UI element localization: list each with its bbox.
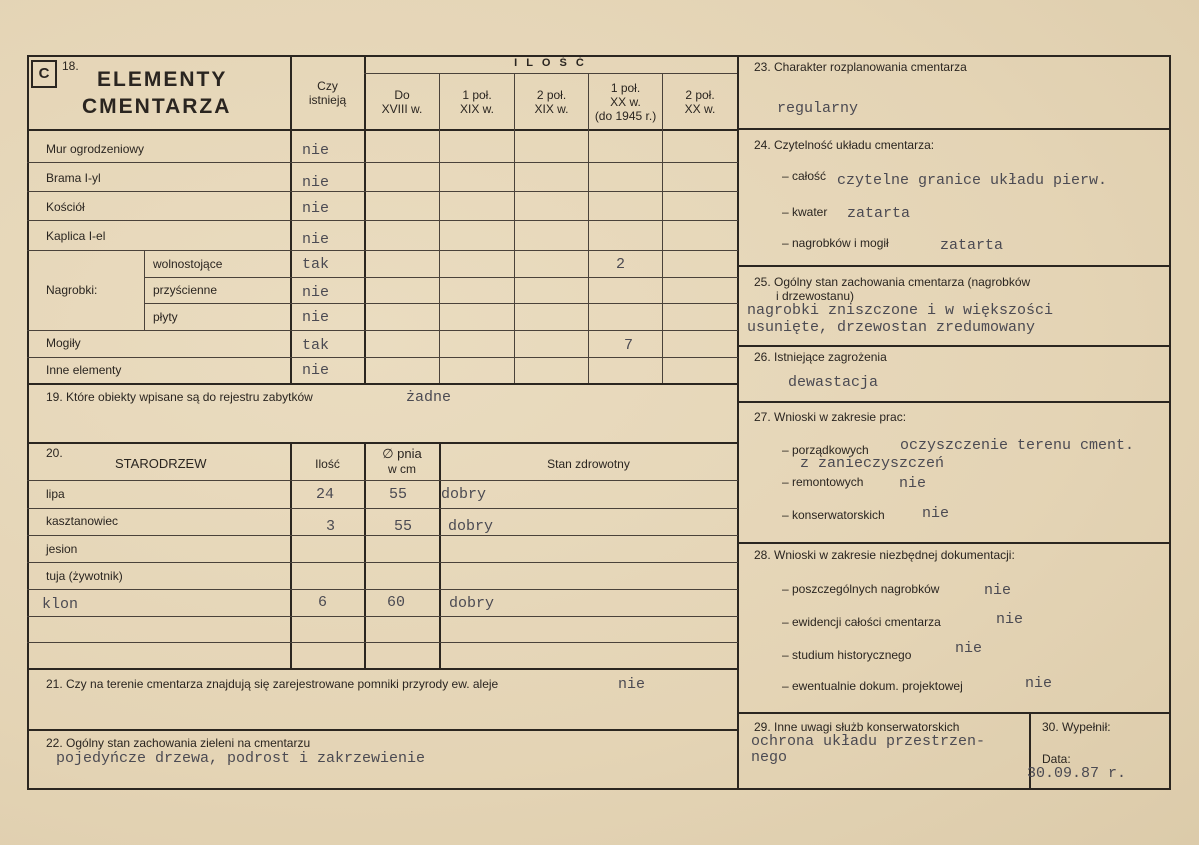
section-23-label: 23. Charakter rozplanowania cmentarza xyxy=(754,60,967,74)
section-28-a-label: – poszczególnych nagrobków xyxy=(782,582,940,596)
col-do18-line1: Do xyxy=(394,88,410,102)
row-line xyxy=(144,277,738,278)
col-2pol19-line1: 2 poł. xyxy=(536,88,567,102)
section-29-value-line1: ochrona układu przestrzen- xyxy=(751,733,986,750)
section-line xyxy=(27,442,738,444)
section-27-kons-value: nie xyxy=(922,505,950,522)
section-27-porz-value-line1: oczyszczenie terenu cment. xyxy=(900,437,1135,454)
col-pnia-line2: w cm xyxy=(388,462,416,476)
row-label-brama: Brama I-yl xyxy=(46,171,101,185)
tree-ilosc-kasztanowiec: 3 xyxy=(326,518,336,535)
row-value-kaplica: nie xyxy=(302,231,330,248)
quantity-wolnostojace: 2 xyxy=(616,256,626,273)
row-line xyxy=(27,162,738,163)
section-20-title: STARODRZEW xyxy=(115,456,207,471)
section-26-label: 26. Istniejące zagrożenia xyxy=(754,350,887,364)
frame-line xyxy=(1169,55,1171,790)
section-18-title-line2: CMENTARZA xyxy=(82,95,232,118)
col-stan: Stan zdrowotny xyxy=(547,457,630,471)
header-bottom-line xyxy=(27,129,738,131)
section-28-label: 28. Wnioski w zakresie niezbędnej dokumentacji: xyxy=(754,548,1015,562)
section-23-value: regularny xyxy=(777,100,859,117)
row-line xyxy=(27,250,738,251)
row-line xyxy=(27,642,738,643)
section-line xyxy=(738,128,1171,130)
section-line xyxy=(738,712,1171,714)
row-label-mur: Mur ogrodzeniowy xyxy=(46,142,145,156)
row-label-przyscienne: przyścienne xyxy=(153,283,218,297)
section-22-value: pojedyńcze drzewa, podrost i zakrzewienie xyxy=(56,750,426,767)
section-line xyxy=(738,345,1171,347)
row-value-wolnostojace: tak xyxy=(302,256,330,273)
tree-ilosc-klon: 6 xyxy=(318,594,328,611)
section-21-label: 21. Czy na terenie cmentarza znajdują się zarejestrowane pomniki przyrody ew. aleje xyxy=(46,677,499,691)
column-line xyxy=(439,73,440,384)
row-label-mogily: Mogiły xyxy=(46,336,81,350)
section-18-number: 18. xyxy=(62,59,79,73)
col-1pol20-line3: (do 1945 r.) xyxy=(594,109,657,123)
row-value-brama: nie xyxy=(302,174,330,191)
col-2pol20-line1: 2 poł. xyxy=(685,88,715,102)
ilosc-header: I L O Ś Ć xyxy=(514,57,587,69)
section-28-b-label: – ewidencji całości cmentarza xyxy=(782,615,941,629)
row-line xyxy=(27,220,738,221)
ilosc-line xyxy=(364,73,737,74)
section-28-a-value: nie xyxy=(984,582,1012,599)
section-21-value: nie xyxy=(618,676,646,693)
section-27-porz-value-line2: z zanieczyszczeń xyxy=(800,455,945,472)
section-24-kwater-value: zatarta xyxy=(847,205,911,222)
section-28-c-label: – studium historycznego xyxy=(782,648,912,662)
col-czy-line2: istnieją xyxy=(308,93,347,107)
row-line xyxy=(27,330,738,331)
col-ilosc: Ilość xyxy=(315,457,340,471)
section-18-title-line1: ELEMENTY xyxy=(97,68,228,91)
section-24-label: 24. Czytelność układu cmentarza: xyxy=(754,138,935,152)
row-label-kaplica: Kaplica I-el xyxy=(46,229,106,243)
section-25-label-line2: i drzewostanu) xyxy=(776,289,855,303)
section-27-label: 27. Wnioski w zakresie prac: xyxy=(754,410,907,424)
col-pnia-line1: ∅ pnia xyxy=(382,446,422,461)
nagrobki-divider xyxy=(144,250,145,330)
col-do18-line2: XVIII w. xyxy=(381,102,423,116)
column-line xyxy=(514,73,515,384)
tree-ilosc-lipa: 24 xyxy=(316,486,335,503)
section-28-d-label: – ewentualnie dokum. projektowej xyxy=(782,679,963,693)
section-line xyxy=(738,542,1171,544)
section-30-data-label: Data: xyxy=(1042,752,1071,766)
column-line xyxy=(662,73,663,384)
nagrobki-label: Nagrobki: xyxy=(46,283,98,297)
section-24-nagrobkow-value: zatarta xyxy=(940,237,1004,254)
tree-stan-kasztanowiec: dobry xyxy=(448,518,494,535)
row-value-mogily: tak xyxy=(302,337,330,354)
col-1pol19-line2: XIX w. xyxy=(459,102,494,116)
row-line xyxy=(27,589,738,590)
column-line xyxy=(290,442,292,668)
row-value-przyscienne: nie xyxy=(302,284,330,301)
row-line xyxy=(27,508,738,509)
row-line xyxy=(27,616,738,617)
section-24-calosc-label: – całość xyxy=(782,169,827,183)
section-24-nagrobkow-label: – nagrobków i mogił xyxy=(782,236,889,250)
row-line xyxy=(27,562,738,563)
frame-line xyxy=(27,55,29,790)
tree-name-lipa: lipa xyxy=(46,487,65,501)
section-30-label: 30. Wypełnił: xyxy=(1042,720,1111,734)
section-19-value: żadne xyxy=(406,389,452,406)
tree-pnia-klon: 60 xyxy=(387,594,406,611)
row-label-wolnostojace: wolnostojące xyxy=(153,257,223,271)
row-label-plyty: płyty xyxy=(153,310,178,324)
section-line xyxy=(738,401,1171,403)
row-line xyxy=(27,480,738,481)
section-27-rem-label: – remontowych xyxy=(782,475,864,489)
col-2pol19-line2: XIX w. xyxy=(534,102,569,116)
tree-stan-klon: dobry xyxy=(449,595,495,612)
section-line xyxy=(27,668,738,670)
col-czy-line1: Czy xyxy=(317,79,338,93)
section-27-rem-value: nie xyxy=(899,475,927,492)
section-29-label: 29. Inne uwagi służb konserwatorskich xyxy=(754,720,960,734)
tree-pnia-lipa: 55 xyxy=(389,486,408,503)
col-1pol20-line2: XX w. xyxy=(610,95,641,109)
row-value-plyty: nie xyxy=(302,309,330,326)
row-line xyxy=(144,303,738,304)
tree-name-tuja: tuja (żywotnik) xyxy=(46,569,123,583)
tree-pnia-kasztanowiec: 55 xyxy=(394,518,413,535)
section-24-calosc-value: czytelne granice układu pierw. xyxy=(837,172,1108,189)
row-value-inne: nie xyxy=(302,362,330,379)
row-label-inne: Inne elementy xyxy=(46,363,122,377)
section-24-kwater-label: – kwater xyxy=(782,205,828,219)
section-line xyxy=(27,729,738,731)
box-letter: C xyxy=(31,60,57,88)
frame-line xyxy=(738,55,1171,57)
row-line xyxy=(27,535,738,536)
section-line xyxy=(27,383,738,385)
row-value-kosciol: nie xyxy=(302,200,330,217)
section-26-value: dewastacja xyxy=(788,374,879,391)
tree-name-jesion: jesion xyxy=(46,542,78,556)
row-line xyxy=(27,357,738,358)
section-28-b-value: nie xyxy=(996,611,1024,628)
frame-line xyxy=(737,55,739,790)
section-30-data-value: 30.09.87 r. xyxy=(1027,765,1127,782)
col-2pol20-line2: XX w. xyxy=(684,102,716,116)
section-28-c-value: nie xyxy=(955,640,983,657)
section-27-porz-label: – porządkowych xyxy=(782,443,869,457)
tree-stan-lipa: dobry xyxy=(441,486,487,503)
section-25-value-line1: nagrobki zniszczone i w większości xyxy=(747,302,1054,319)
section-29-value-line2: nego xyxy=(751,749,788,766)
col-1pol20-line1: 1 poł. xyxy=(610,81,641,95)
row-label-kosciol: Kościół xyxy=(46,200,85,214)
tree-name-klon: klon xyxy=(42,596,79,613)
section-20-number: 20. xyxy=(46,446,63,460)
section-28-d-value: nie xyxy=(1025,675,1053,692)
section-line xyxy=(738,265,1171,267)
section-27-kons-label: – konserwatorskich xyxy=(782,508,885,522)
column-line xyxy=(439,442,441,668)
col-1pol19-line1: 1 poł. xyxy=(462,88,492,102)
frame-line xyxy=(27,788,738,790)
tree-name-kasztanowiec: kasztanowiec xyxy=(46,514,119,528)
row-line xyxy=(27,191,738,192)
section-19-label: 19. Które obiekty wpisane są do rejestru zabytków xyxy=(46,390,313,404)
section-25-value-line2: usunięte, drzewostan zredumowany xyxy=(747,319,1036,336)
frame-line xyxy=(738,788,1171,790)
quantity-mogily: 7 xyxy=(624,337,634,354)
section-25-label-line1: 25. Ogólny stan zachowania cmentarza (nagrobków xyxy=(754,275,1031,289)
section-22-label: 22. Ogólny stan zachowania zieleni na cmentarzu xyxy=(46,736,311,750)
row-value-mur: nie xyxy=(302,142,330,159)
